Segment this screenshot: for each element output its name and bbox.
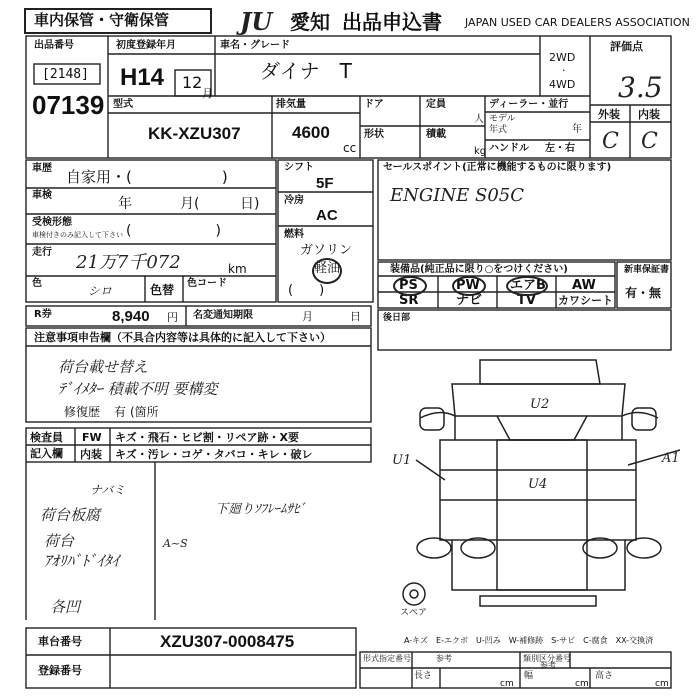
door-label: ドア bbox=[364, 99, 384, 110]
remarks-label: 後日部 bbox=[383, 313, 411, 323]
handle-options: 左・右 bbox=[545, 143, 575, 154]
model-year-label: モデル bbox=[489, 114, 516, 124]
shape-number-label: 形式指定番号 bbox=[363, 654, 411, 663]
displacement-unit: cc bbox=[343, 141, 357, 155]
diagram-mark-right: A1 bbox=[662, 451, 680, 466]
diagram-mark-u2: U2 bbox=[530, 397, 550, 412]
inspector-note-5: ｱｵﾘﾊﾞﾄﾞｲﾀｲ bbox=[44, 552, 120, 570]
interior-value: C bbox=[641, 129, 658, 154]
fuel-option-gasoline: ガソリン bbox=[300, 243, 353, 258]
interior-label: 内装 bbox=[638, 108, 660, 121]
notes-line1: 荷台載せ替え bbox=[58, 358, 149, 376]
fuel-bracket: ( ) bbox=[288, 283, 325, 298]
accept-label: 受検形態 bbox=[32, 217, 72, 228]
first-reg-label: 初度登録年月 bbox=[116, 40, 176, 51]
displacement-value: 4600 bbox=[292, 123, 330, 142]
name-change-day: 日 bbox=[350, 310, 361, 323]
mileage-unit: km bbox=[228, 262, 247, 276]
shift-label: シフト bbox=[284, 162, 314, 173]
ac-label: 冷房 bbox=[284, 195, 304, 206]
lot-sub-number: [2148] bbox=[42, 67, 89, 82]
door-shape-label: 形状 bbox=[364, 129, 384, 140]
first-reg-month: 12 bbox=[182, 73, 203, 92]
inspector-note-7: 各凹 bbox=[50, 598, 81, 616]
diagram-mark-u4: U4 bbox=[528, 477, 548, 492]
inspection-month: 月( bbox=[180, 196, 200, 212]
model-label: 車名・グレード bbox=[220, 40, 290, 51]
fuel-label: 燃料 bbox=[284, 229, 304, 240]
ju-logo: JU bbox=[240, 7, 273, 36]
tax-label: R券 bbox=[34, 309, 52, 320]
drive-dot: · bbox=[562, 64, 566, 77]
inspector-note-3: 下廻りｿﾌﾚｰﾑｻﾋﾞ bbox=[215, 502, 307, 517]
sales-value: ENGINE S05C bbox=[390, 185, 524, 206]
page-title: 出品申込書 bbox=[342, 10, 442, 34]
equipment-pw: PW bbox=[456, 278, 480, 293]
rating-value: 3.5 bbox=[618, 71, 663, 104]
inspector-label1: 検査員 bbox=[30, 431, 63, 444]
shape-ref: 参考 bbox=[436, 654, 452, 663]
sales-label: セールスポイント(正常に機能するものに限ります) bbox=[383, 162, 612, 173]
first-reg-month-unit: 月 bbox=[202, 87, 213, 100]
tax-unit: 円 bbox=[167, 311, 178, 324]
inspection-label: 車検 bbox=[32, 190, 52, 201]
diagram-mark-left: U1 bbox=[392, 453, 412, 468]
inspector-note-6: A~S bbox=[163, 537, 188, 550]
drive-4wd: 4WD bbox=[549, 78, 576, 91]
capacity-label: 定員 bbox=[426, 99, 446, 110]
warranty-label: 新車保証書 bbox=[624, 265, 670, 275]
inspection-year: 年 bbox=[118, 196, 132, 212]
height-label: 高さ bbox=[595, 671, 614, 681]
inspector-row1: キズ・飛石・ヒビ割・リペア跡・X要 bbox=[115, 431, 300, 444]
width-unit: cm bbox=[575, 679, 589, 689]
color-code-label: 色コード bbox=[187, 278, 227, 289]
damage-legend: A-キズ E-エクボ U-凹み W-補修跡 S-サビ C-腐食 XX-交換済 bbox=[404, 636, 654, 645]
notes-line2: ﾃﾞｲﾒﾀｰ 積載不明 要構変 bbox=[58, 380, 218, 398]
equipment-tv: TV bbox=[517, 293, 536, 308]
chassis-label: 車台番号 bbox=[38, 635, 82, 648]
accept-note: 車検付きのみ記入して下さい bbox=[32, 231, 123, 239]
inspector-row1-tag: FW bbox=[82, 431, 102, 444]
repair-place: (箇所 bbox=[130, 405, 159, 419]
history-value: 自家用・( ) bbox=[66, 168, 228, 186]
year-unit: 年 bbox=[572, 124, 582, 135]
width-label: 幅 bbox=[524, 671, 534, 681]
history-label: 車歴 bbox=[32, 163, 52, 174]
equipment-airbag: エアB bbox=[510, 278, 546, 293]
repair-value: 有 bbox=[114, 405, 127, 419]
notes-label: 注意事項申告欄（不具合内容等は具体的に記入して下さい） bbox=[34, 331, 331, 344]
drive-2wd: 2WD bbox=[549, 51, 576, 64]
title-aichi: 愛知 bbox=[290, 10, 330, 34]
inspector-row2: キズ・汚レ・コゲ・タバコ・キレ・破レ bbox=[115, 448, 313, 461]
color-label: 色 bbox=[32, 278, 42, 289]
mileage-value: 21万7千072 bbox=[76, 252, 181, 273]
warranty-options: 有・無 bbox=[625, 286, 662, 300]
lot-label: 出品番号 bbox=[34, 40, 74, 51]
height-unit: cm bbox=[655, 679, 669, 689]
inspector-note-4: 荷台 bbox=[44, 532, 75, 550]
type-label: 型式 bbox=[113, 99, 133, 110]
displacement-label: 排気量 bbox=[276, 99, 306, 110]
first-reg-year: H14 bbox=[120, 64, 165, 91]
lot-number: 07139 bbox=[32, 90, 105, 120]
name-change-month: 月 bbox=[302, 310, 313, 323]
chassis-value: XZU307-0008475 bbox=[160, 632, 295, 651]
repair-label: 修復歴 bbox=[64, 405, 101, 419]
color-value: シロ bbox=[88, 284, 113, 298]
inspection-day: 日) bbox=[240, 196, 260, 212]
name-change-label: 名変通知期限 bbox=[193, 310, 253, 321]
inspector-note-1: ナバミ bbox=[90, 483, 126, 497]
accept-bracket: ( ) bbox=[126, 223, 221, 239]
model-value: ダイナ T bbox=[260, 59, 352, 83]
load-label: 積載 bbox=[426, 129, 446, 140]
rating-label: 評価点 bbox=[610, 40, 643, 53]
inspector-row2-tag: 内装 bbox=[80, 448, 102, 461]
spare-label: スペア bbox=[400, 608, 428, 618]
mileage-label: 走行 bbox=[32, 247, 52, 258]
equipment-leather: カワシート bbox=[558, 294, 613, 307]
equipment-label: 装備品(純正品に限り○をつけください) bbox=[390, 264, 568, 275]
model-year-label2: 年式 bbox=[489, 125, 508, 135]
length-unit: cm bbox=[500, 679, 514, 689]
inspector-label2: 記入欄 bbox=[30, 447, 63, 460]
color-number-label: 色替 bbox=[150, 283, 175, 297]
capacity-unit: 人 bbox=[474, 114, 484, 125]
handle-label: ハンドル bbox=[489, 143, 529, 154]
dealer-label: ディーラー・並行 bbox=[489, 99, 569, 110]
length-label: 長さ bbox=[414, 671, 433, 681]
category-label: 類別区分番号 bbox=[523, 654, 571, 663]
exterior-value: C bbox=[602, 129, 619, 154]
registration-label: 登録番号 bbox=[38, 664, 82, 677]
fuel-option-diesel: 軽油 bbox=[314, 261, 341, 276]
equipment-ps: PS bbox=[399, 278, 418, 293]
category-ref: 参考 bbox=[540, 661, 556, 670]
tax-value: 8,940 bbox=[112, 308, 150, 325]
type-value: KK-XZU307 bbox=[148, 124, 241, 143]
inspector-note-2: 荷台板腐 bbox=[40, 506, 101, 524]
equipment-navi: ナビ bbox=[456, 293, 483, 308]
storage-label: 車内保管・守衛保管 bbox=[34, 11, 170, 29]
ac-value: AC bbox=[316, 207, 338, 224]
equipment-aw: AW bbox=[572, 278, 596, 293]
exterior-label: 外装 bbox=[598, 108, 620, 121]
load-unit: kg bbox=[474, 146, 487, 157]
shift-value: 5F bbox=[316, 175, 334, 192]
title-english: JAPAN USED CAR DEALERS ASSOCIATION bbox=[465, 16, 690, 29]
equipment-sr: SR bbox=[399, 293, 419, 308]
